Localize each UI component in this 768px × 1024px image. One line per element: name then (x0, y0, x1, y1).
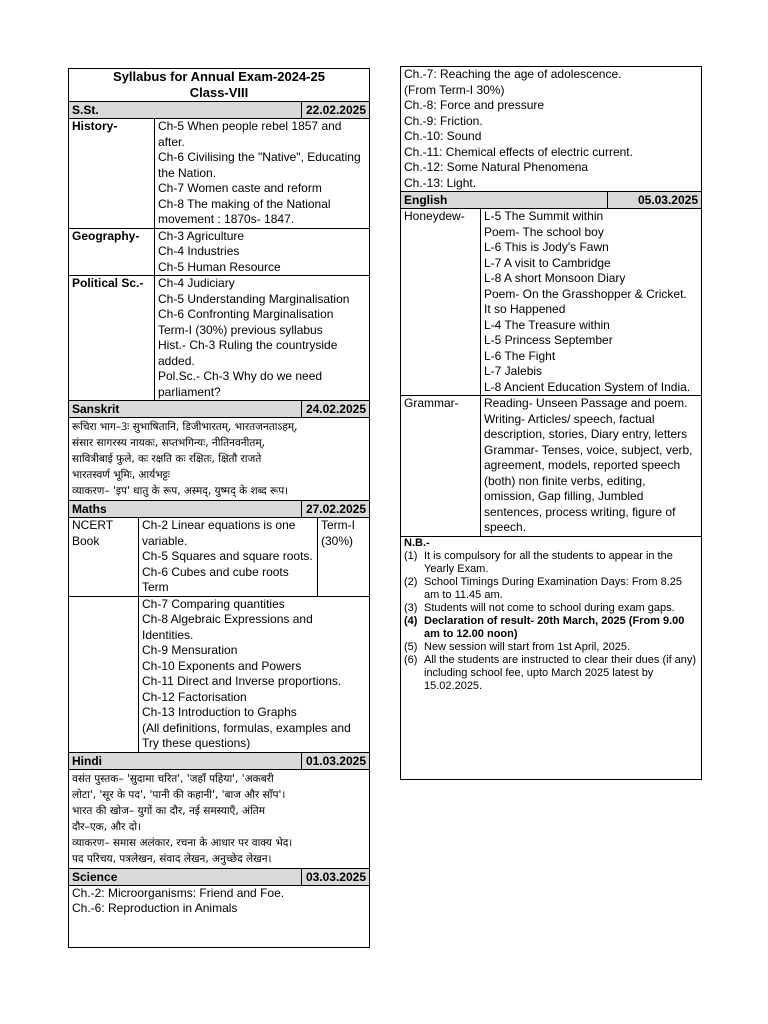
geography-row (69, 229, 369, 277)
note-item (404, 641, 698, 654)
list-item: Ch.-10: Sound (404, 129, 482, 143)
list-item: Ch.-2: Microorganisms: Friend and Foe. (72, 885, 285, 900)
honeydew-row (401, 209, 701, 396)
list-item: Ch-13 Introduction to Graphs (142, 705, 297, 719)
list-item: सावित्रीबाई फुले, कः रक्षति कः रक्षितः, क्षितौ राजते (72, 453, 262, 465)
list-item: L-8 A short Monsoon Diary (484, 271, 626, 285)
list-item: Ch-7 Comparing quantities (142, 596, 285, 611)
list-item: (From Term-I 30%) (404, 82, 505, 97)
note-item (404, 550, 698, 576)
hindi-date: 01.03.2025 (301, 753, 366, 769)
honeydew-content (481, 209, 701, 395)
notes-heading: N.B.- (404, 536, 430, 549)
list-item: संसार सागरस्य नायकः, सप्तभगिन्यः, नीतिनवनीतम्, (72, 437, 265, 449)
list-item: Reading- Unseen Passage and poem. (484, 396, 688, 410)
science-header (69, 869, 369, 886)
list-item: Ch-11 Direct and Inverse proportions. (142, 674, 342, 688)
list-item: Hist.- Ch-3 Ruling the countryside added. (158, 338, 338, 368)
list-item: Ch-5 Squares and square roots. (142, 549, 313, 563)
maths-term-row (69, 518, 369, 597)
notes-section (401, 537, 701, 693)
maths-book: NCERT Book (69, 518, 139, 596)
history-key: History- (69, 119, 155, 228)
maths-rest-row (69, 597, 369, 753)
list-item: L-4 The Treasure within (484, 317, 610, 332)
list-item: लोटा', 'सूर के पद', 'पानी की कहानी', 'बाज और साँप'। (72, 788, 286, 801)
note-text: It is compulsory for all the students to appear in the Yearly Exam. (424, 549, 673, 575)
note-number: (1) (404, 549, 418, 562)
list-item: L-6 This is Jody's Fawn (484, 240, 609, 254)
note-text: School Timings During Examination Days: From 8.25 am to 11.45 am. (424, 575, 682, 601)
hindi-label: Hindi (72, 753, 102, 768)
list-item: Ch-12 Factorisation (142, 689, 247, 704)
list-item: Ch-6 Cubes and cube roots Term (142, 564, 289, 594)
list-item: Ch.-7: Reaching the age of adolescence. (404, 67, 622, 81)
maths-term-content (139, 518, 317, 596)
note-item (404, 615, 698, 641)
history-row (69, 119, 369, 229)
list-item: Ch.-8: Force and pressure (404, 98, 545, 112)
list-item: Poem- On the Grasshopper & Cricket. (484, 286, 687, 301)
list-item: Poem- The school boy (484, 224, 604, 239)
list-item: दौर–एक, और दो। (72, 820, 142, 833)
list-item: Ch-7 Women caste and reform (158, 181, 322, 195)
note-number: (6) (404, 653, 418, 666)
list-item: Ch-5 Human Resource (158, 259, 281, 274)
list-item: L-8 Ancient Education System of India. (484, 379, 691, 394)
list-item: Ch-9 Mensuration (142, 643, 238, 657)
note-text: Declaration of result- 20th March, 2025 (From 9.00 am to 12.00 noon) (424, 614, 685, 640)
list-item: Ch-3 Agriculture (158, 228, 245, 243)
right-column (400, 66, 702, 780)
left-column (68, 68, 370, 948)
hindi-header (69, 753, 369, 770)
list-item: It so Happened (484, 302, 566, 316)
history-content (155, 119, 369, 228)
list-item: Ch-6 Confronting Marginalisation (158, 307, 334, 321)
science-content (69, 886, 369, 917)
list-item: Ch.-13: Light. (404, 175, 477, 190)
list-item: (All definitions, formulas, examples and Try these questions) (142, 720, 351, 750)
list-item: रूचिरा भाग–3ः सुभाषितानि, डिजीभारतम्, भारतजनताऽहम्, (72, 421, 298, 433)
list-item: Ch-5 When people rebel 1857 and after. (158, 119, 342, 149)
note-text: All the students are instructed to clear their dues (if any) including school fee, upto March 2025 latest by 15.02.2025. (424, 653, 697, 692)
sanskrit-content (69, 418, 369, 501)
list-item: Ch-8 Algebraic Expressions and Identities. (142, 612, 313, 642)
sst-date: 22.02.2025 (301, 102, 366, 118)
hindi-content (69, 770, 369, 869)
note-item (404, 654, 698, 693)
list-item: Ch-8 The making of the National movement : 1870s- 1847. (158, 196, 331, 226)
honeydew-key: Honeydew- (401, 209, 481, 395)
list-item: L-5 Princess September (484, 333, 613, 347)
note-number: (2) (404, 575, 418, 588)
maths-date: 27.02.2025 (301, 501, 366, 517)
maths-term-label: Term-I (30%) (317, 518, 369, 596)
list-item: व्याकरण– समास अलंकार, रचना के आधार पर वाक्य भेद। (72, 836, 293, 849)
note-number: (5) (404, 640, 418, 653)
maths-blank-cell (69, 597, 139, 752)
list-item: L-7 Jalebis (484, 364, 543, 378)
title-line-2: Class-VIII (189, 85, 249, 100)
list-item: वसंत पुस्तक– 'सुदामा चरित', 'जहाँ पहिया', 'अकबरी (72, 772, 274, 785)
list-item: भारत की खोज– युगों का दौर, नई समस्याएँ, अंतिम (72, 804, 266, 817)
list-item: Ch.-12: Some Natural Phenomena (404, 160, 589, 174)
english-date: 05.03.2025 (607, 192, 698, 208)
list-item: Pol.Sc.- Ch-3 Why do we need parliament? (158, 369, 323, 399)
science-label: Science (72, 869, 118, 884)
maths-rest-content (139, 597, 369, 752)
sst-header (69, 102, 369, 119)
note-number: (4) (404, 614, 418, 627)
sanskrit-label: Sanskrit (72, 402, 120, 416)
list-item: Term-I (30%) previous syllabus (158, 322, 323, 337)
document-title (69, 69, 369, 102)
grammar-content (481, 396, 701, 536)
list-item: Writing- Articles/ speech, factual description, stories, Diary entry, letters (484, 411, 688, 441)
grammar-row (401, 396, 701, 537)
list-item: Ch.-9: Friction. (404, 113, 483, 128)
english-label: English (404, 193, 448, 207)
list-item: Ch-6 Civilising the "Native", Educating the Nation. (158, 150, 361, 180)
sanskrit-header (69, 401, 369, 418)
english-header (401, 192, 701, 209)
list-item: Grammar- Tenses, voice, subject, verb, agreement, models, reported speech (both) non finite verbs, editing, omission, Gap filling, Jumbled sentences, process writing, figure of speech. (484, 442, 693, 534)
note-text: New session will start from 1st April, 2025. (424, 640, 631, 653)
geography-key: Geography- (69, 229, 155, 276)
list-item: Ch-2 Linear equations is one variable. (142, 518, 296, 548)
list-item: पद परिचय, पत्रलेखन, संवाद लेखन, अनुच्छेद लेखन। (72, 852, 272, 865)
note-item (404, 602, 698, 615)
maths-header (69, 501, 369, 518)
note-number: (3) (404, 601, 418, 614)
science-date: 03.03.2025 (301, 869, 366, 885)
geography-content (155, 229, 369, 276)
note-text: Students will not come to school during exam gaps. (424, 601, 675, 614)
maths-label: Maths (72, 502, 107, 516)
political-science-content (155, 276, 369, 400)
political-science-row (69, 276, 369, 401)
title-line-1: Syllabus for Annual Exam-2024-25 (113, 69, 325, 84)
list-item: Ch-4 Industries (158, 244, 240, 258)
sanskrit-date: 24.02.2025 (301, 401, 366, 417)
list-item: Ch.-6: Reproduction in Animals (72, 901, 238, 915)
list-item: भारतस्वर्ण भूमिः, आर्यभट्टः (72, 469, 170, 481)
grammar-key: Grammar- (401, 396, 481, 536)
list-item: L-5 The Summit within (484, 209, 604, 223)
list-item: Ch-4 Judiciary (158, 276, 235, 290)
sst-label: S.St. (72, 103, 99, 117)
political-science-key: Political Sc.- (69, 276, 155, 400)
science-continued (401, 67, 701, 192)
note-item (404, 576, 698, 602)
list-item: Ch.-11: Chemical effects of electric current. (404, 144, 633, 159)
list-item: L-7 A visit to Cambridge (484, 255, 611, 270)
list-item: L-6 The Fight (484, 348, 556, 363)
list-item: व्याकरण– 'इप' धातु के रूप, अस्मद्, युष्मद् के शब्द रूप। (72, 485, 289, 497)
list-item: Ch-5 Understanding Marginalisation (158, 291, 350, 306)
list-item: Ch-10 Exponents and Powers (142, 658, 302, 673)
